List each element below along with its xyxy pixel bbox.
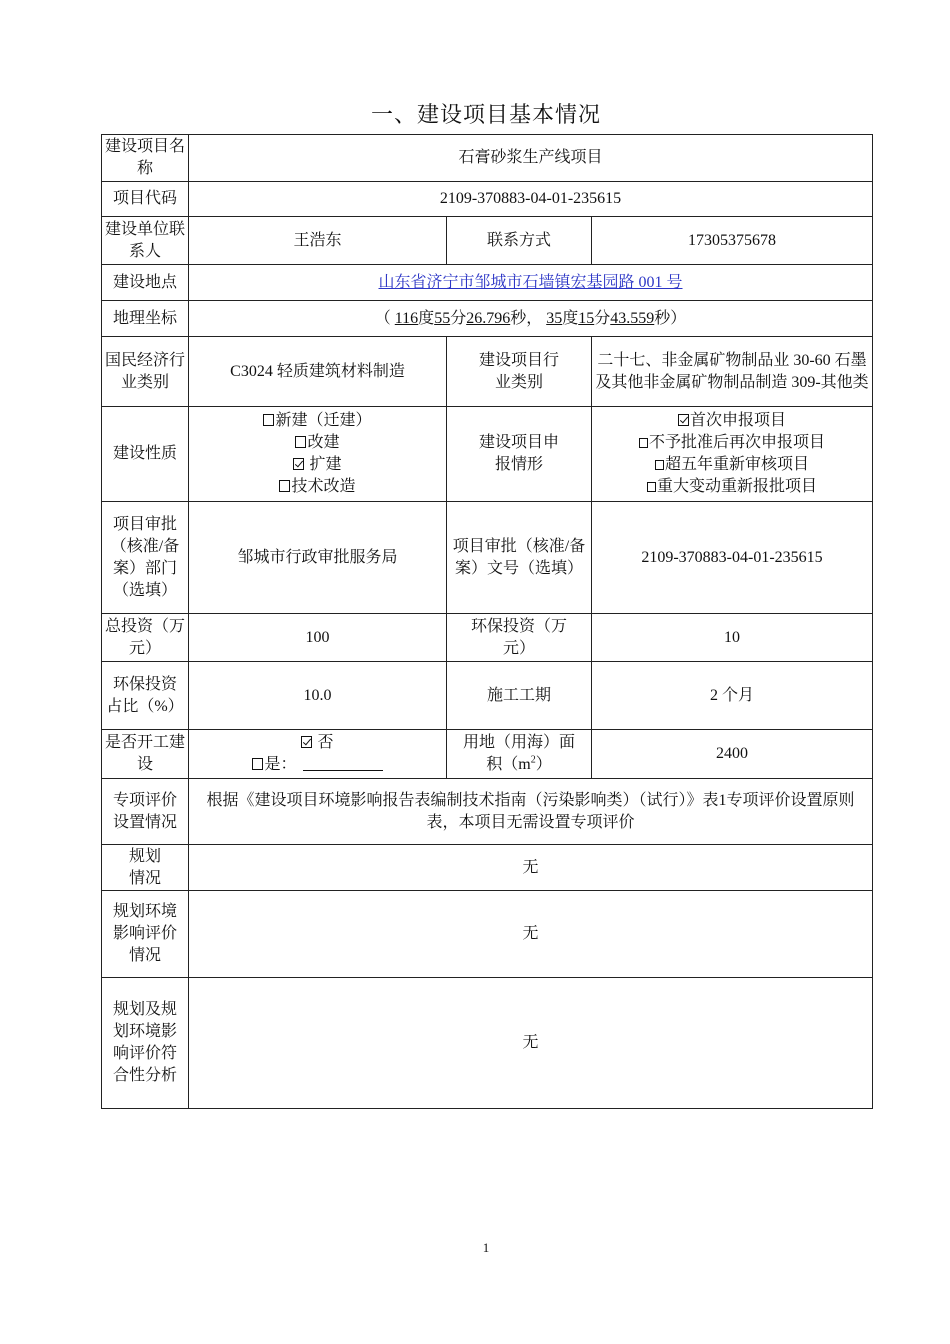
value-coordinates bbox=[189, 301, 873, 337]
section-title: 一、建设项目基本情况 bbox=[370, 102, 601, 127]
value-planning-eia: 无 bbox=[189, 891, 873, 978]
value-planning: 无 bbox=[189, 845, 873, 891]
label-planning-conformity: 规划及规划环境影响评价符合性分析 bbox=[102, 978, 189, 1109]
row-planning-conformity bbox=[102, 978, 873, 1109]
project-info-table bbox=[101, 134, 873, 1109]
started-options bbox=[189, 730, 447, 779]
value-land-area: 2400 bbox=[592, 730, 873, 779]
row-project-code bbox=[102, 182, 873, 217]
value-env-investment: 10 bbox=[592, 614, 873, 662]
label-approval-no: 项目审批（核准/备案）文号（选填） bbox=[447, 502, 592, 614]
option-label: 首次申报项目 bbox=[690, 412, 787, 429]
label-nature: 建设性质 bbox=[102, 407, 189, 502]
row-approval bbox=[102, 502, 873, 614]
option-label: 改建 bbox=[307, 434, 340, 451]
option-no[interactable] bbox=[190, 732, 445, 754]
row-coordinates bbox=[102, 301, 873, 337]
label-project-name: 建设项目名称 bbox=[102, 135, 189, 182]
lat-seconds: 43.559 bbox=[610, 309, 655, 327]
checkbox-checked-icon[interactable] bbox=[293, 458, 304, 470]
checkbox-icon[interactable] bbox=[252, 758, 263, 770]
value-special-eval: 根据《建设项目环境影响报告表编制技术指南（污染影响类）（试行）》表1专项评价设置原则表，本项目无需设置专项评价 bbox=[189, 779, 873, 845]
checkbox-checked-icon[interactable] bbox=[678, 414, 689, 426]
row-location bbox=[102, 265, 873, 301]
row-investment bbox=[102, 614, 873, 662]
row-started bbox=[102, 730, 873, 779]
row-special-eval bbox=[102, 779, 873, 845]
label-coordinates: 地理坐标 bbox=[102, 301, 189, 337]
row-project-name bbox=[102, 135, 873, 182]
checkbox-checked-icon[interactable] bbox=[301, 736, 312, 748]
value-approval-dept: 邹城市行政审批服务局 bbox=[189, 502, 447, 614]
label-location: 建设地点 bbox=[102, 265, 189, 301]
lat-degrees: 35 bbox=[546, 309, 563, 327]
checkbox-icon[interactable] bbox=[279, 480, 290, 492]
row-ratio bbox=[102, 662, 873, 730]
min-unit: 分 bbox=[450, 309, 467, 327]
option-new[interactable] bbox=[190, 410, 445, 432]
value-phone: 17305375678 bbox=[592, 217, 873, 265]
option-label: 不予批准后再次申报项目 bbox=[649, 434, 826, 451]
label-planning: 规划情况 bbox=[102, 845, 189, 891]
label-declare: 建设项目申报情形 bbox=[447, 407, 592, 502]
paren-open: （ bbox=[374, 309, 391, 327]
checkbox-icon[interactable] bbox=[295, 436, 306, 448]
address-link[interactable]: 山东省济宁市邹城市石墙镇宏基园路 001 号 bbox=[378, 273, 683, 291]
superscript: 2 bbox=[530, 754, 536, 766]
label-planning-eia: 规划环境影响评价情况 bbox=[102, 891, 189, 978]
label-land-area bbox=[447, 730, 592, 779]
option-label: 否 bbox=[317, 734, 334, 751]
option-tech[interactable] bbox=[190, 476, 445, 498]
option-label: 新建（迁建） bbox=[275, 412, 372, 429]
min-unit: 分 bbox=[594, 309, 611, 327]
blank-line[interactable] bbox=[303, 754, 383, 771]
row-contact bbox=[102, 217, 873, 265]
checkbox-icon[interactable] bbox=[655, 460, 664, 470]
label-industry: 国民经济行业类别 bbox=[102, 337, 189, 407]
option-label: 重大变动重新报批项目 bbox=[657, 478, 818, 495]
label-project-industry: 建设项目行业类别 bbox=[447, 337, 592, 407]
value-construction-period: 2 个月 bbox=[592, 662, 873, 730]
checkbox-icon[interactable] bbox=[647, 482, 656, 492]
deg-unit: 度 bbox=[418, 309, 435, 327]
option-five-year[interactable] bbox=[593, 454, 871, 476]
label-env-investment: 环保投资（万元） bbox=[447, 614, 592, 662]
option-yes[interactable] bbox=[190, 754, 445, 776]
option-first[interactable] bbox=[593, 410, 871, 432]
value-planning-conformity: 无 bbox=[189, 978, 873, 1109]
label-total-investment: 总投资（万元） bbox=[102, 614, 189, 662]
option-redeclare[interactable] bbox=[593, 432, 871, 454]
label-env-ratio: 环保投资占比（%） bbox=[102, 662, 189, 730]
option-label: 扩建 bbox=[309, 456, 342, 473]
value-approval-no: 2109-370883-04-01-235615 bbox=[592, 502, 873, 614]
sec-unit: 秒， bbox=[510, 309, 543, 327]
label-construction-period: 施工工期 bbox=[447, 662, 592, 730]
row-nature bbox=[102, 407, 873, 502]
lon-minutes: 55 bbox=[434, 309, 451, 327]
lon-degrees: 116 bbox=[394, 309, 419, 327]
lat-minutes: 15 bbox=[578, 309, 595, 327]
option-label: 是： bbox=[264, 756, 297, 773]
value-env-ratio: 10.0 bbox=[189, 662, 447, 730]
value-project-name: 石膏砂浆生产线项目 bbox=[189, 135, 873, 182]
row-planning-eia bbox=[102, 891, 873, 978]
value-project-industry: 二十七、非金属矿物制品业 30-60 石墨及其他非金属矿物制品制造 309-其他类 bbox=[592, 337, 873, 407]
paren-close: ） bbox=[535, 756, 552, 773]
value-total-investment: 100 bbox=[189, 614, 447, 662]
land-area-text: 用地（用海）面积（m bbox=[462, 734, 575, 773]
label-contact: 建设单位联系人 bbox=[102, 217, 189, 265]
label-special-eval: 专项评价设置情况 bbox=[102, 779, 189, 845]
checkbox-icon[interactable] bbox=[263, 414, 274, 426]
value-contact-person: 王浩东 bbox=[189, 217, 447, 265]
value-location bbox=[189, 265, 873, 301]
lon-seconds: 26.796 bbox=[466, 309, 511, 327]
label-started: 是否开工建设 bbox=[102, 730, 189, 779]
nature-options bbox=[189, 407, 447, 502]
option-label: 超五年重新审核项目 bbox=[665, 456, 810, 473]
option-major-change[interactable] bbox=[593, 476, 871, 498]
page-number: 1 bbox=[482, 1240, 490, 1255]
label-contact-method: 联系方式 bbox=[447, 217, 592, 265]
row-planning bbox=[102, 845, 873, 891]
value-industry: C3024 轻质建筑材料制造 bbox=[189, 337, 447, 407]
deg-unit: 度 bbox=[562, 309, 579, 327]
checkbox-icon[interactable] bbox=[639, 438, 648, 448]
row-industry bbox=[102, 337, 873, 407]
paren-close: 秒） bbox=[654, 309, 687, 327]
label-approval-dept: 项目审批（核准/备案）部门（选填） bbox=[102, 502, 189, 614]
value-project-code: 2109-370883-04-01-235615 bbox=[189, 182, 873, 217]
option-rebuild[interactable] bbox=[190, 432, 445, 454]
declare-options bbox=[592, 407, 873, 502]
label-project-code: 项目代码 bbox=[102, 182, 189, 217]
option-expand[interactable] bbox=[190, 454, 445, 476]
option-label: 技术改造 bbox=[291, 478, 356, 495]
